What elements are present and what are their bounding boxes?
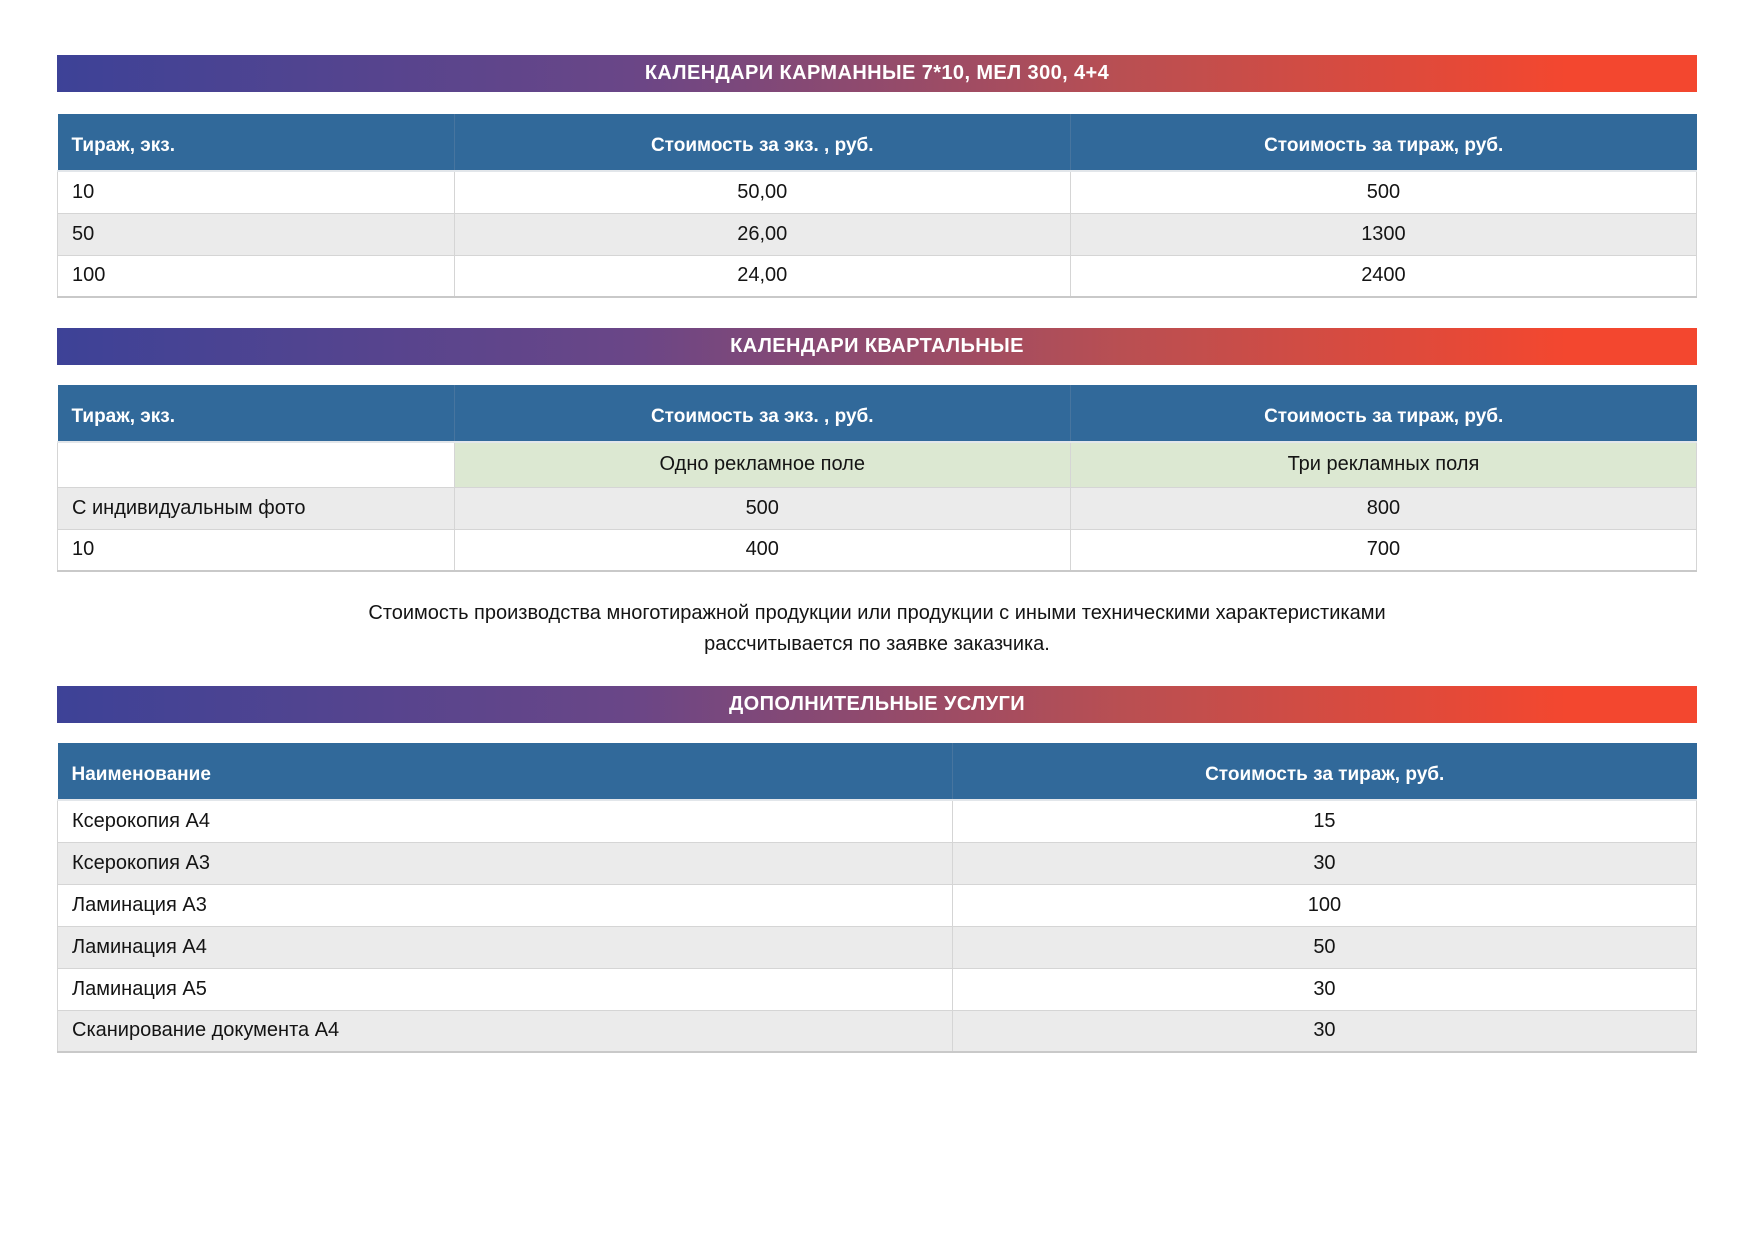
table-header-row: [58, 743, 1697, 800]
table-row: [58, 255, 1697, 297]
note-text: Стоимость производства многотиражной продукции или продукции с иными техническими характеристиками рассчитывается по заявке заказчика.: [368, 602, 1386, 655]
cell-service-name: Ксерокопия А4: [58, 800, 953, 842]
cell-service-name: Ламинация А4: [58, 926, 953, 968]
table-row: [58, 171, 1697, 213]
extra-services-table: [57, 743, 1697, 1053]
quarterly-calendars-table: [57, 385, 1697, 572]
table-row: [58, 842, 1697, 884]
column-header-price-per-run: Стоимость за тираж, руб.: [1070, 114, 1696, 171]
cell-service-name: Сканирование документа А4: [58, 1010, 953, 1052]
table-subheader-row: [58, 442, 1697, 487]
table-row: [58, 213, 1697, 255]
cell-price-per-run: 800: [1070, 487, 1696, 529]
section-banner-extra-services: ДОПОЛНИТЕЛЬНЫЕ УСЛУГИ: [57, 686, 1697, 723]
cell-price-per-item: 26,00: [454, 213, 1070, 255]
cell-price-per-run: 100: [952, 884, 1696, 926]
cell-price-per-run: 15: [952, 800, 1696, 842]
pocket-calendars-table: [57, 114, 1697, 298]
table-row: [58, 1010, 1697, 1052]
cell-price-per-run: 500: [1070, 171, 1696, 213]
cell-three-ad-fields-label: Три рекламных поля: [1070, 442, 1696, 487]
table-row: [58, 968, 1697, 1010]
section-banner-quarterly-calendars: КАЛЕНДАРИ КВАРТАЛЬНЫЕ: [57, 328, 1697, 365]
cell-service-name: Ламинация А3: [58, 884, 953, 926]
cell-price-per-run: 50: [952, 926, 1696, 968]
cell-price-per-run: 30: [952, 968, 1696, 1010]
cell-price-per-run: 30: [952, 1010, 1696, 1052]
table-row: [58, 884, 1697, 926]
cell-run-size: С индивидуальным фото: [58, 487, 455, 529]
table-header-row: [58, 114, 1697, 171]
cell-one-ad-field-label: Одно рекламное поле: [454, 442, 1070, 487]
table-row: [58, 926, 1697, 968]
cell-price-per-run: 30: [952, 842, 1696, 884]
table-header-row: [58, 385, 1697, 442]
column-header-price-per-item: Стоимость за экз. , руб.: [454, 385, 1070, 442]
cell-price-per-run: 2400: [1070, 255, 1696, 297]
cell-price-per-item: 500: [454, 487, 1070, 529]
table-row: [58, 800, 1697, 842]
cell-price-per-item: 50,00: [454, 171, 1070, 213]
cell-price-per-item: 24,00: [454, 255, 1070, 297]
column-header-run-size: Тираж, экз.: [58, 114, 455, 171]
column-header-price-per-item: Стоимость за экз. , руб.: [454, 114, 1070, 171]
column-header-price-per-run: Стоимость за тираж, руб.: [1070, 385, 1696, 442]
cell-service-name: Ксерокопия А3: [58, 842, 953, 884]
cell-run-size: 10: [58, 529, 455, 571]
cell-service-name: Ламинация А5: [58, 968, 953, 1010]
cell-run-size: 10: [58, 171, 455, 213]
table-row: [58, 529, 1697, 571]
cell-empty: [58, 442, 455, 487]
cell-price-per-run: 700: [1070, 529, 1696, 571]
column-header-service-name: Наименование: [58, 743, 953, 800]
section-banner-pocket-calendars: КАЛЕНДАРИ КАРМАННЫЕ 7*10, МЕЛ 300, 4+4: [57, 55, 1697, 92]
cell-price-per-run: 1300: [1070, 213, 1696, 255]
cell-run-size: 100: [58, 255, 455, 297]
column-header-price-per-run: Стоимость за тираж, руб.: [952, 743, 1696, 800]
cell-run-size: 50: [58, 213, 455, 255]
cell-price-per-item: 400: [454, 529, 1070, 571]
table-row: [58, 487, 1697, 529]
column-header-run-size: Тираж, экз.: [58, 385, 455, 442]
